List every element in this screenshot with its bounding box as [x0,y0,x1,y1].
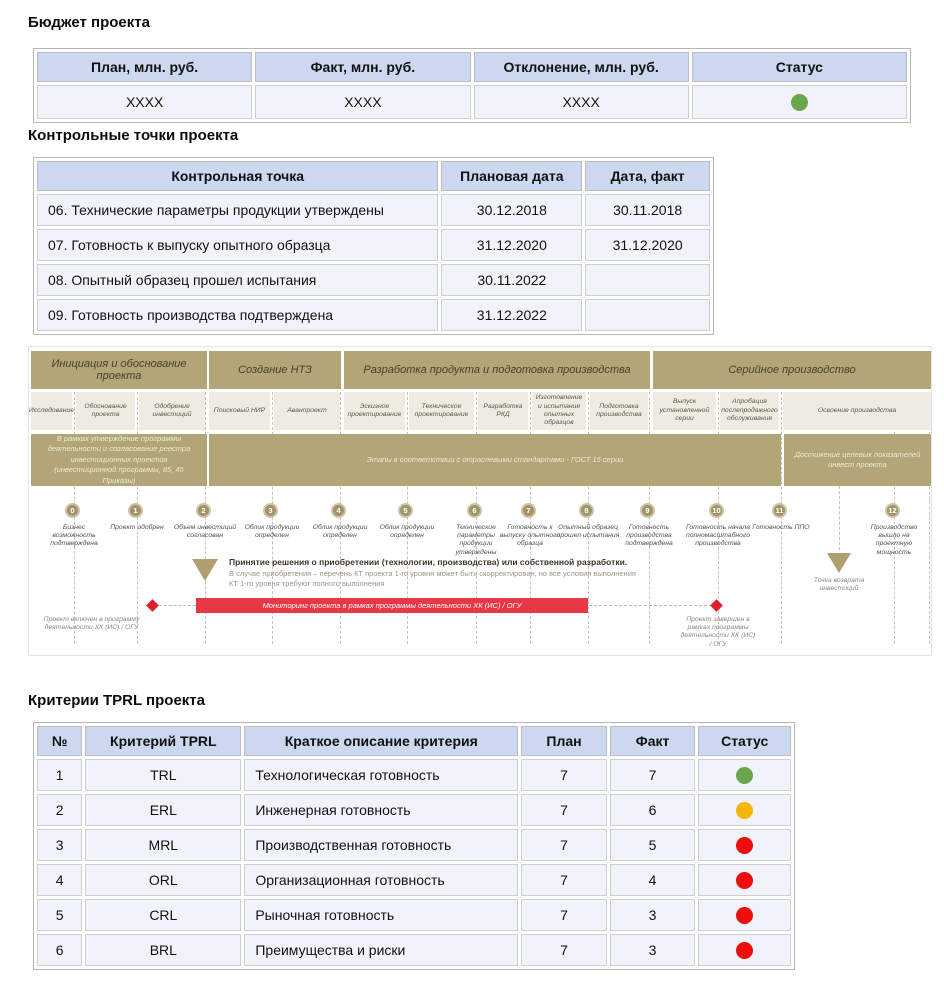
tprl-header-criterion: Критерий TPRL [85,726,241,756]
gost-band: Этапы в соответствии с отраслевыми стандартами - ГОСТ 15 серии [209,434,781,486]
milestone-plan-date: 30.11.2022 [441,264,582,296]
milestone-name: 09. Готовность производства подтверждена [37,299,438,331]
tprl-fact: 6 [610,794,696,826]
tprl-criterion: CRL [85,899,241,931]
tprl-plan: 7 [521,759,607,791]
tprl-header-plan: План [521,726,607,756]
milestones-header-plan: Плановая дата [441,161,582,191]
tprl-criterion: ERL [85,794,241,826]
table-row [37,194,710,226]
decision-note-line1: В случае приобретения – перечень КТ проекта 1-го уровня может быть скорректирован, но все условия выполнения [229,569,636,578]
dashed-guide [137,392,138,644]
tprl-desc: Инженерная готовность [244,794,518,826]
milestone-circle: 3 [263,503,278,518]
milestone-plan-date: 31.12.2022 [441,299,582,331]
tprl-status-cell [698,864,791,896]
milestone-fact-date: 30.11.2018 [585,194,710,226]
subphase: Одобрение инвестиций [139,392,205,430]
subphase: Аванпроект [274,392,340,430]
budget-deviation-value: XXXX [474,85,689,119]
tprl-num: 4 [37,864,82,896]
targets-band: Достижение целевых показателей инвест проекта [784,434,931,486]
roi-label: Точка возврата инвестиций [813,577,865,593]
tprl-status-cell [698,899,791,931]
decision-triangle-icon [192,559,218,581]
milestones-table [33,157,714,335]
tprl-status-cell [698,934,791,966]
status-dot [736,872,753,889]
milestone-label: Облик продукции определен [244,524,300,540]
tprl-num: 5 [37,899,82,931]
roi-triangle-icon [827,553,851,573]
table-row [37,759,791,791]
milestone-circle: 7 [521,503,536,518]
table-row [37,864,791,896]
tprl-fact: 4 [610,864,696,896]
subphase: Освоение производства [783,392,931,430]
milestone-name: 07. Готовность к выпуску опытного образца [37,229,438,261]
milestone-label: Технические параметры продукции утверждены [455,524,497,556]
status-dot [736,767,753,784]
budget-header-status: Статус [692,52,907,82]
lifecycle-diagram [28,346,932,656]
milestone-label: Облик продукции определен [379,524,435,540]
subphase: Эскизное проектирование [344,392,405,430]
milestone-label: Готовность производства подтверждена [625,524,673,548]
milestones-header-name: Контрольная точка [37,161,438,191]
tprl-plan: 7 [521,934,607,966]
tprl-criterion: ORL [85,864,241,896]
milestone-label: Проект одобрен [110,524,164,531]
dashed-connector [159,605,196,606]
milestone-label: Объем инвестиций согласован [173,524,237,540]
subphase: Техническое проектирование [409,392,474,430]
milestone-plan-date: 31.12.2020 [441,229,582,261]
table-row [37,829,791,861]
tprl-num: 2 [37,794,82,826]
budget-status-cell [692,85,907,119]
tprl-desc: Производственная готовность [244,829,518,861]
tprl-header-desc: Краткое описание критерия [244,726,518,756]
dashed-guide [74,392,75,644]
subphase: Апробация послепродажного обслуживания [720,392,779,430]
phase-ntz: Создание НТЗ [209,351,341,389]
milestone-circle: 11 [772,503,787,518]
tprl-desc: Организационная готовность [244,864,518,896]
tprl-plan: 7 [521,829,607,861]
milestone-label: Готовность ППО [752,524,810,531]
phase-development: Разработка продукта и подготовка производства [344,351,650,389]
decision-note-line2: КТ 1-го уровня требуют полного выполнения [229,579,385,588]
status-dot-green [791,94,808,111]
milestone-label: Готовность к выпуску опытного образца [499,524,561,548]
budget-plan-value: XXXX [37,85,252,119]
budget-table [33,48,911,123]
tprl-status-cell [698,829,791,861]
tprl-criterion: MRL [85,829,241,861]
status-dot [736,837,753,854]
tprl-desc: Рыночная готовность [244,899,518,931]
milestone-label: Производство вышло на проектную мощность [870,524,918,556]
milestone-circle: 1 [128,503,143,518]
dashed-guide [781,392,782,644]
budget-header-deviation: Отклонение, млн. руб. [474,52,689,82]
subphase: Поисковый НИР [209,392,270,430]
tprl-plan: 7 [521,864,607,896]
milestone-circle: 8 [579,503,594,518]
status-dot [736,907,753,924]
milestone-label: Готовность начала полномасштабного производства [686,524,750,548]
dashed-connector [589,605,712,606]
status-dot [736,802,753,819]
budget-header-plan: План, млн. руб. [37,52,252,82]
monitoring-band: Мониторинг проекта в рамках программы деятельности ХК (ИС) / ОГУ [196,598,588,613]
milestone-circle: 10 [709,503,724,518]
tprl-desc: Преимущества и риски [244,934,518,966]
tprl-table [33,722,795,970]
tprl-fact: 7 [610,759,696,791]
milestone-circle: 5 [398,503,413,518]
milestones-header-fact: Дата, факт [585,161,710,191]
project-start-label: Проект включен в программу деятельности ХК (ИС) / ОГУ [43,616,140,632]
milestone-circle: 12 [885,503,900,518]
tprl-criterion: BRL [85,934,241,966]
milestone-name: 06. Технические параметры продукции утверждены [37,194,438,226]
subphase: Подготовка производства [590,392,648,430]
milestone-circle: 2 [196,503,211,518]
tprl-fact: 3 [610,934,696,966]
milestone-label: Облик продукции определен [312,524,368,540]
subphase: Выпуск установленной серии [653,392,716,430]
tprl-status-cell [698,794,791,826]
phase-serial-production: Серийное производство [653,351,931,389]
milestone-label: Бизнес возможность подтверждена [50,524,98,548]
tprl-num: 3 [37,829,82,861]
project-end-diamond-icon [710,599,723,612]
phase-initiation: Инициация и обоснование проекта [31,351,207,389]
milestone-circle: 9 [640,503,655,518]
tprl-header-fact: Факт [610,726,696,756]
milestones-title: Контрольные точки проекта [28,127,239,144]
budget-fact-value: XXXX [255,85,470,119]
milestone-circle: 6 [467,503,482,518]
table-row [37,299,710,331]
tprl-header-status: Статус [698,726,791,756]
milestone-circle: 4 [331,503,346,518]
project-start-diamond-icon [146,599,159,612]
milestone-fact-date [585,299,710,331]
milestone-label: Опытный образец прошел испытания [556,524,620,540]
budget-title: Бюджет проекта [28,14,150,31]
tprl-fact: 5 [610,829,696,861]
tprl-plan: 7 [521,899,607,931]
budget-row [37,85,907,119]
tprl-plan: 7 [521,794,607,826]
tprl-status-cell [698,759,791,791]
table-row [37,899,791,931]
dashed-guide [649,392,650,644]
subphase: Изготовление и испытания опытных образцов [532,392,586,430]
subphase: Разработка РКД [478,392,528,430]
milestone-fact-date [585,264,710,296]
subphase: Обоснование проекта [76,392,135,430]
tprl-title: Критерии TPRL проекта [28,692,205,709]
project-end-label: Проект завершен в рамках программы деятельности ХК (ИС) / ОГУ [680,616,756,648]
tprl-fact: 3 [610,899,696,931]
table-row [37,794,791,826]
tprl-num: 6 [37,934,82,966]
tprl-num: 1 [37,759,82,791]
table-row [37,264,710,296]
budget-header-fact: Факт, млн. руб. [255,52,470,82]
milestone-circle: 0 [65,503,80,518]
tprl-header-num: № [37,726,82,756]
subphase: Исследование [31,392,72,430]
milestone-fact-date: 31.12.2020 [585,229,710,261]
tprl-desc: Технологическая готовность [244,759,518,791]
decision-title: Принятие решения о приобретении (технологии, производства) или собственной разработки. [229,557,628,567]
status-dot [736,942,753,959]
milestone-name: 08. Опытный образец прошел испытания [37,264,438,296]
dashed-guide [839,486,840,550]
dashed-guide [588,392,589,644]
milestone-plan-date: 30.12.2018 [441,194,582,226]
tprl-criterion: TRL [85,759,241,791]
table-row [37,229,710,261]
table-row [37,934,791,966]
left-band-note: В рамках утверждение программы деятельности и согласование реестра инвестиционных проектов (инвестиционной программы, 85, 45 Приказы) [31,434,207,486]
